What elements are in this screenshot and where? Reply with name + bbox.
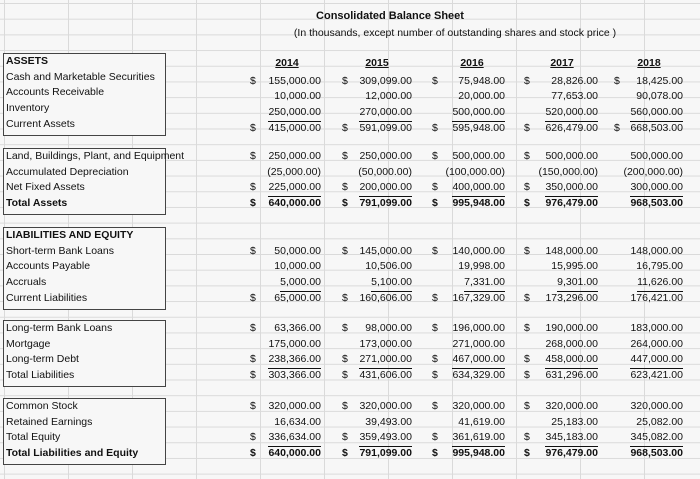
value-cell: 9,301.00 — [557, 275, 598, 292]
value-cell: 520,000.00 — [545, 105, 598, 122]
value-cell: 500,000.00 — [630, 150, 683, 162]
dollar-sign: $ — [432, 150, 438, 162]
dollar-sign: $ — [342, 322, 348, 334]
table-row — [0, 368, 700, 384]
dollar-sign: $ — [524, 197, 530, 210]
section-heading: ASSETS — [6, 55, 49, 67]
dollar-sign: $ — [432, 181, 438, 194]
value-cell: 264,000.00 — [630, 337, 683, 350]
value-cell: 500,000.00 — [452, 105, 505, 122]
value-cell: 250,000.00 — [268, 105, 321, 122]
row-label: Current Liabilities — [6, 291, 88, 304]
dollar-sign: $ — [342, 197, 348, 210]
value-cell: 320,000.00 — [268, 400, 321, 412]
row-label: Total Liabilities and Equity — [6, 447, 139, 460]
table-row — [0, 430, 700, 446]
dollar-sign: $ — [524, 244, 530, 257]
value-cell: 995,948.00 — [452, 447, 505, 460]
value-cell: 11,626.00 — [637, 275, 683, 292]
value-cell: 225,000.00 — [268, 180, 321, 197]
year-header-2014: 2014 — [275, 57, 299, 69]
value-cell: (50,000.00) — [358, 165, 412, 178]
dollar-sign: $ — [432, 291, 438, 304]
value-cell: 190,000.00 — [545, 322, 598, 334]
table-row — [0, 275, 700, 291]
value-cell: 173,296.00 — [545, 291, 598, 304]
value-cell: 20,000.00 — [458, 90, 505, 103]
table-row — [0, 259, 700, 275]
value-cell: 631,296.00 — [545, 369, 598, 382]
value-cell: 361,619.00 — [452, 430, 505, 447]
value-cell: 39,493.00 — [365, 415, 412, 428]
dollar-sign: $ — [614, 74, 620, 87]
dollar-sign: $ — [524, 291, 530, 304]
row-label: Total Assets — [6, 197, 68, 210]
year-header-2018: 2018 — [637, 57, 661, 69]
value-cell: 148,000.00 — [545, 244, 598, 257]
dollar-sign: $ — [342, 400, 348, 412]
value-cell: 995,948.00 — [452, 197, 505, 210]
row-label: Inventory — [6, 102, 50, 115]
value-cell: 270,000.00 — [359, 105, 412, 122]
dollar-sign: $ — [250, 121, 256, 134]
value-cell: 41,619.00 — [458, 415, 505, 428]
dollar-sign: $ — [342, 181, 348, 194]
row-label: Land, Buildings, Plant, and Equipment — [6, 150, 185, 162]
row-label: Accounts Receivable — [6, 86, 105, 99]
value-cell: 431,606.00 — [359, 369, 412, 382]
value-cell: 303,366.00 — [268, 369, 321, 382]
dollar-sign: $ — [432, 431, 438, 444]
row-label: Short-term Bank Loans — [6, 244, 114, 257]
value-cell: (100,000.00) — [445, 165, 505, 178]
value-cell: 183,000.00 — [630, 322, 683, 334]
value-cell: 968,503.00 — [630, 447, 683, 460]
year-header-2016: 2016 — [460, 57, 484, 69]
value-cell: 271,000.00 — [452, 337, 505, 350]
dollar-sign: $ — [614, 121, 620, 134]
dollar-sign: $ — [342, 431, 348, 444]
dollar-sign: $ — [432, 322, 438, 334]
dollar-sign: $ — [250, 244, 256, 257]
dollar-sign: $ — [342, 447, 348, 460]
dollar-sign: $ — [250, 369, 256, 382]
value-cell: 10,000.00 — [274, 260, 321, 273]
dollar-sign: $ — [342, 121, 348, 134]
value-cell: 447,000.00 — [630, 352, 683, 369]
value-cell: 196,000.00 — [452, 322, 505, 334]
table-row — [0, 337, 700, 353]
value-cell: 50,000.00 — [274, 244, 321, 257]
value-cell: 10,000.00 — [274, 90, 321, 103]
dollar-sign: $ — [342, 291, 348, 304]
value-cell: 5,100.00 — [371, 275, 412, 292]
value-cell: 28,826.00 — [551, 74, 598, 87]
value-cell: 595,948.00 — [452, 121, 505, 134]
year-header-2015: 2015 — [365, 57, 389, 69]
value-cell: 415,000.00 — [268, 121, 321, 134]
value-cell: 320,000.00 — [359, 400, 412, 412]
value-cell: 145,000.00 — [359, 244, 412, 257]
value-cell: 250,000.00 — [268, 150, 321, 162]
value-cell: 16,795.00 — [636, 260, 683, 273]
dollar-sign: $ — [250, 181, 256, 194]
value-cell: 200,000.00 — [359, 180, 412, 197]
value-cell: 634,329.00 — [452, 369, 505, 382]
value-cell: 160,606.00 — [359, 291, 412, 304]
sheet-subtitle: (In thousands, except number of outstanding shares and stock price ) — [293, 27, 617, 39]
value-cell: 300,000.00 — [630, 180, 683, 197]
value-cell: 15,995.00 — [551, 260, 598, 273]
value-cell: 148,000.00 — [630, 244, 683, 257]
value-cell: 238,366.00 — [268, 352, 321, 369]
value-cell: 626,479.00 — [545, 121, 598, 134]
value-cell: 167,329.00 — [452, 291, 505, 304]
table-row — [0, 196, 700, 212]
dollar-sign: $ — [342, 74, 348, 87]
dollar-sign: $ — [524, 431, 530, 444]
dollar-sign: $ — [432, 197, 438, 210]
table-row — [0, 105, 700, 121]
value-cell: (150,000.00) — [538, 165, 598, 178]
section-heading: LIABILITIES AND EQUITY — [6, 229, 134, 241]
value-cell: 791,099.00 — [359, 197, 412, 210]
table-row — [0, 291, 700, 307]
value-cell: 336,634.00 — [268, 430, 321, 447]
dollar-sign: $ — [524, 400, 530, 412]
sheet-title: Consolidated Balance Sheet — [316, 10, 464, 22]
value-cell: 16,634.00 — [274, 415, 321, 428]
table-row — [0, 321, 700, 337]
value-cell: 268,000.00 — [545, 337, 598, 350]
value-cell: (25,000.00) — [267, 165, 321, 178]
dollar-sign: $ — [342, 369, 348, 382]
row-label: Retained Earnings — [6, 415, 93, 428]
dollar-sign: $ — [250, 400, 256, 412]
value-cell: 176,421.00 — [630, 291, 683, 304]
dollar-sign: $ — [432, 447, 438, 460]
value-cell: 467,000.00 — [452, 352, 505, 369]
row-label: Long-term Bank Loans — [6, 322, 113, 334]
dollar-sign: $ — [342, 244, 348, 257]
value-cell: 173,000.00 — [359, 337, 412, 350]
value-cell: 7,331.00 — [464, 275, 505, 292]
dollar-sign: $ — [524, 447, 530, 460]
table-row — [0, 89, 700, 105]
value-cell: 640,000.00 — [268, 197, 321, 210]
value-cell: 320,000.00 — [452, 400, 505, 412]
value-cell: 976,479.00 — [545, 197, 598, 210]
value-cell: 98,000.00 — [365, 322, 412, 334]
dollar-sign: $ — [432, 244, 438, 257]
value-cell: (200,000.00) — [623, 165, 683, 178]
value-cell: 359,493.00 — [359, 430, 412, 447]
dollar-sign: $ — [524, 369, 530, 382]
dollar-sign: $ — [250, 322, 256, 334]
value-cell: 63,366.00 — [274, 322, 321, 334]
dollar-sign: $ — [250, 447, 256, 460]
row-label: Accounts Payable — [6, 260, 91, 273]
dollar-sign: $ — [250, 353, 256, 366]
value-cell: 25,183.00 — [551, 415, 598, 428]
value-cell: 18,425.00 — [636, 74, 683, 87]
dollar-sign: $ — [432, 121, 438, 134]
value-cell: 345,082.00 — [630, 430, 683, 447]
row-label: Mortgage — [6, 337, 51, 350]
table-row — [0, 244, 700, 260]
value-cell: 90,078.00 — [636, 90, 683, 103]
dollar-sign: $ — [432, 369, 438, 382]
value-cell: 175,000.00 — [268, 337, 321, 350]
table-row — [0, 149, 700, 165]
row-label: Accruals — [6, 276, 47, 289]
value-cell: 500,000.00 — [452, 150, 505, 162]
value-cell: 320,000.00 — [630, 400, 683, 412]
dollar-sign: $ — [524, 150, 530, 162]
value-cell: 10,506.00 — [365, 260, 412, 273]
value-cell: 140,000.00 — [452, 244, 505, 257]
value-cell: 75,948.00 — [458, 74, 505, 87]
value-cell: 345,183.00 — [545, 430, 598, 447]
table-row — [0, 415, 700, 431]
value-cell: 19,998.00 — [458, 260, 505, 273]
table-row — [0, 121, 700, 137]
value-cell: 560,000.00 — [630, 105, 683, 122]
dollar-sign: $ — [250, 197, 256, 210]
row-label: Current Assets — [6, 117, 75, 130]
dollar-sign: $ — [250, 74, 256, 87]
value-cell: 155,000.00 — [268, 74, 321, 87]
value-cell: 976,479.00 — [545, 447, 598, 460]
value-cell: 271,000.00 — [359, 352, 412, 369]
row-label: Total Equity — [6, 431, 61, 444]
value-cell: 12,000.00 — [365, 90, 412, 103]
table-row — [0, 165, 700, 181]
table-row — [0, 399, 700, 415]
value-cell: 640,000.00 — [268, 447, 321, 460]
value-cell: 791,099.00 — [359, 447, 412, 460]
row-label: Long-term Debt — [6, 353, 79, 366]
year-header-2017: 2017 — [550, 57, 574, 69]
value-cell: 668,503.00 — [630, 121, 683, 134]
value-cell: 623,421.00 — [630, 369, 683, 382]
value-cell: 400,000.00 — [452, 180, 505, 197]
row-label: Accumulated Depreciation — [6, 165, 129, 178]
value-cell: 968,503.00 — [630, 197, 683, 210]
dollar-sign: $ — [524, 181, 530, 194]
value-cell: 309,099.00 — [359, 74, 412, 87]
value-cell: 458,000.00 — [545, 352, 598, 369]
row-label: Cash and Marketable Securities — [6, 70, 155, 83]
value-cell: 25,082.00 — [636, 415, 683, 428]
table-row — [0, 74, 700, 90]
dollar-sign: $ — [432, 400, 438, 412]
row-label: Net Fixed Assets — [6, 181, 85, 194]
table-row — [0, 180, 700, 196]
table-row — [0, 446, 700, 462]
table-row — [0, 352, 700, 368]
value-cell: 591,099.00 — [359, 121, 412, 134]
dollar-sign: $ — [250, 291, 256, 304]
dollar-sign: $ — [250, 150, 256, 162]
value-cell: 65,000.00 — [274, 291, 321, 304]
dollar-sign: $ — [342, 150, 348, 162]
dollar-sign: $ — [250, 431, 256, 444]
dollar-sign: $ — [524, 121, 530, 134]
value-cell: 500,000.00 — [545, 150, 598, 162]
value-cell: 320,000.00 — [545, 400, 598, 412]
dollar-sign: $ — [432, 74, 438, 87]
row-label: Common Stock — [6, 400, 78, 412]
value-cell: 77,653.00 — [551, 90, 598, 103]
dollar-sign: $ — [342, 353, 348, 366]
dollar-sign: $ — [524, 74, 530, 87]
dollar-sign: $ — [432, 353, 438, 366]
dollar-sign: $ — [524, 353, 530, 366]
value-cell: 250,000.00 — [359, 150, 412, 162]
value-cell: 350,000.00 — [545, 180, 598, 197]
dollar-sign: $ — [524, 322, 530, 334]
value-cell: 5,000.00 — [280, 275, 321, 292]
row-label: Total Liabilities — [6, 369, 75, 382]
